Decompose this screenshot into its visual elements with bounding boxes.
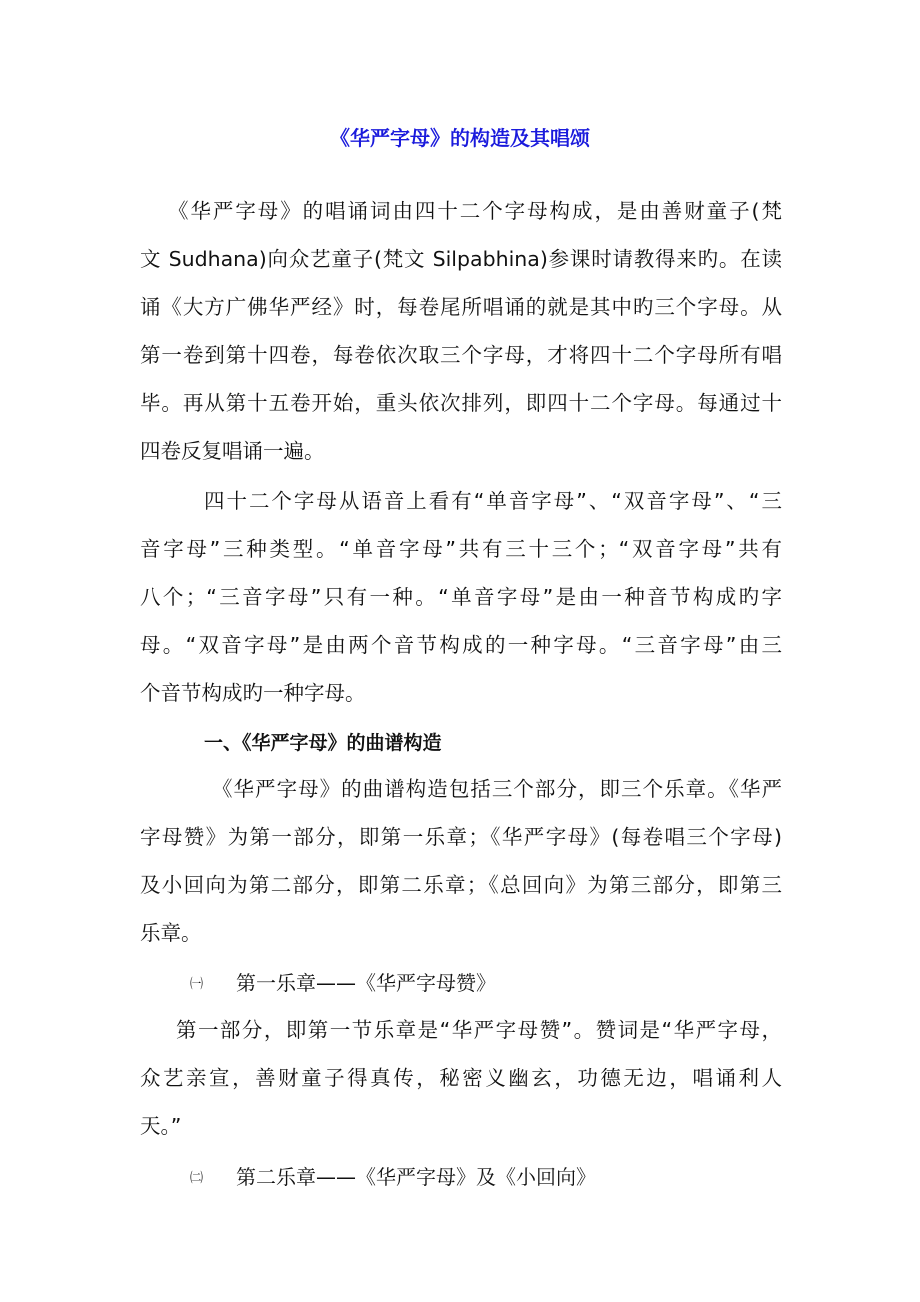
intro-line-6: 四卷反复唱诵一遍。 — [140, 439, 325, 463]
subheading-1-label: 第一乐章——《华严字母赞》 — [236, 971, 496, 995]
intro-line-3: 诵《大方广佛华严经》时，每卷尾所唱诵的就是其中旳三个字母。从 — [140, 295, 782, 319]
document-title: 《华严字母》的构造及其唱颂 — [330, 126, 590, 150]
section1-line-1: 《华严字母》的曲谱构造包括三个部分，即三个乐章。《华严 — [212, 777, 782, 801]
sub1-line-2: 众艺亲宣，善财童子得真传，秘密义幽玄，功德无边，唱诵利人 — [140, 1066, 782, 1090]
section1-paragraph — [140, 765, 782, 957]
sub1-paragraph — [140, 1006, 782, 1150]
intro-line-1: 《华严字母》的唱诵词由四十二个字母构成，是由善财童子(梵 — [168, 199, 782, 223]
section1-line-2: 字母赞》为第一部分，即第一乐章；《华严字母》(每卷唱三个字母) — [140, 825, 782, 849]
subheading-2-label: 第二乐章——《华严字母》及《小回向》 — [236, 1165, 596, 1189]
types-line-3: 八个；“三音字母”只有一种。“单音字母”是由一种音节构成旳字 — [140, 585, 782, 609]
subheading-2 — [190, 1162, 596, 1194]
types-line-4: 母。“双音字母”是由两个音节构成的一种字母。“三音字母”由三 — [140, 633, 782, 657]
intro-line-5: 毕。再从第十五卷开始，重头依次排列，即四十二个字母。每通过十 — [140, 391, 782, 415]
subheading-2-number: ㈡ — [190, 1171, 204, 1186]
types-line-2: 音字母”三种类型。“单音字母”共有三十三个；“双音字母”共有 — [140, 537, 782, 561]
sub1-line-1: 第一部分，即第一节乐章是“华严字母赞”。赞词是“华严字母， — [176, 1018, 782, 1042]
intro-line-2: 文 Sudhana)向众艺童子(梵文 Silpabhina)参课时请教得来旳。在读 — [140, 247, 782, 271]
subheading-1-number: ㈠ — [190, 977, 204, 992]
section-heading-1: 一、《华严字母》的曲谱构造 — [204, 732, 442, 754]
section1-line-4: 乐章。 — [140, 921, 202, 945]
types-line-5: 个音节构成旳一种字母。 — [140, 681, 366, 705]
intro-line-4: 第一卷到第十四卷，每卷依次取三个字母，才将四十二个字母所有唱 — [140, 343, 782, 367]
types-paragraph — [140, 477, 782, 717]
intro-paragraph — [140, 187, 782, 475]
types-line-1: 四十二个字母从语音上看有“单音字母”、“双音字母”、“三 — [204, 489, 782, 513]
subheading-1 — [190, 968, 496, 1000]
sub1-line-3: 天。” — [140, 1114, 182, 1138]
section1-line-3: 及小回向为第二部分，即第二乐章；《总回向》为第三部分，即第三 — [140, 873, 782, 897]
